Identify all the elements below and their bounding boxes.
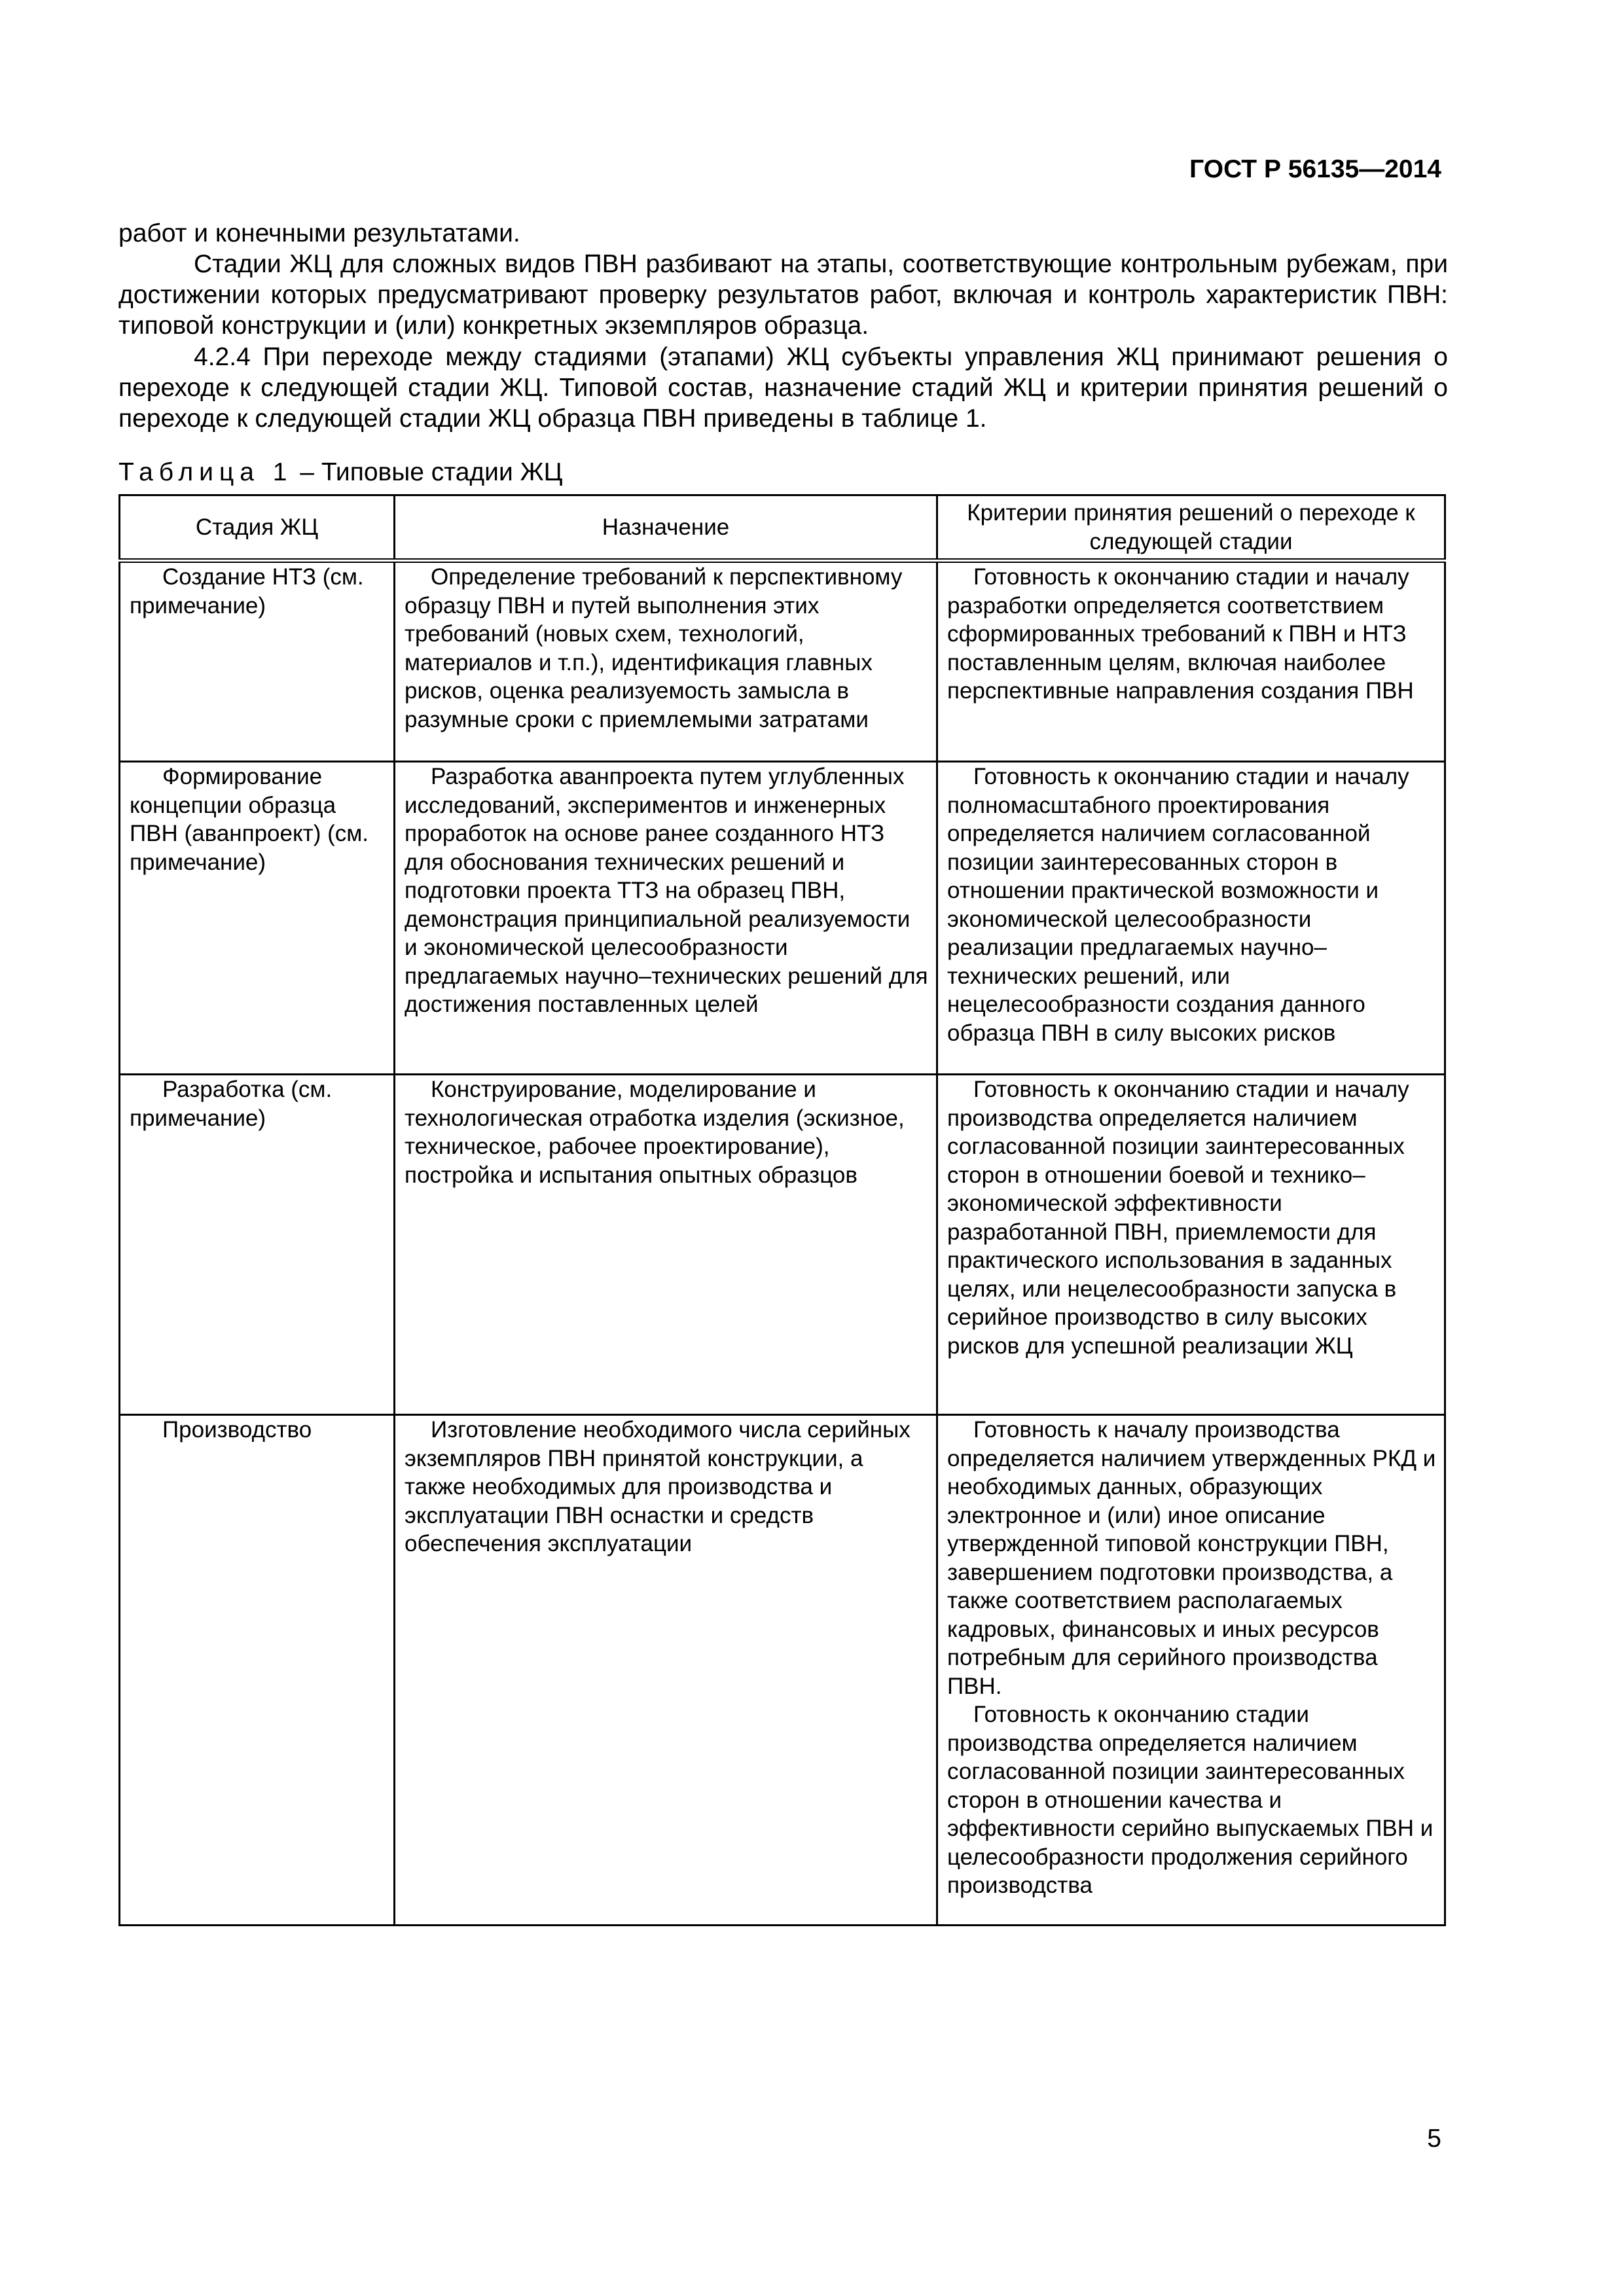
- page-number: 5: [1427, 2125, 1441, 2153]
- table-caption-title: – Типовые стадии ЖЦ: [293, 458, 563, 486]
- table-row: [120, 1415, 1445, 1926]
- table-caption: [118, 457, 562, 488]
- purpose-text: Разработка аванпроекта путем углубленных исследований, экспериментов и инженерных проработок на основе ранее созданного НТЗ для обоснования технических решений и подготовки проекта ТТЗ на образец ПВН, демонстрация принципиальной реализуемости и экономической целесообразности предлагаемых научно–технических решений для достижения поставленных целей: [405, 764, 928, 1017]
- criteria-cell: [937, 762, 1445, 1075]
- criteria-cell: [937, 1075, 1445, 1415]
- criteria-text: Готовность к окончанию стадии производства определяется наличием согласованной позиции заинтересованных сторон в отношении качества и эффективности серийно выпускаемых ПВН и целесообразности продолжения серийного производства: [947, 1702, 1434, 1898]
- criteria-text: Готовность к окончанию стадии и началу полномасштабного проектирования определяется наличием согласованной позиции заинтересованных сторон в отношении практической возможности и экономической целесообразности реализации предлагаемых научно–технических решений, или нецелесообразности создания данного образца ПВН в силу высоких рисков: [947, 764, 1409, 1046]
- criteria-text: Готовность к окончанию стадии и началу производства определяется наличием согласованной позиции заинтересованных сторон в отношении боевой и технико–экономической эффективности разработанной ПВН, приемлемости для практического использования в заданных целях, или нецелесообразности запуска в серийное производство в силу высоких рисков для успешной реализации ЖЦ: [947, 1077, 1409, 1359]
- header-stage: Стадия ЖЦ: [120, 495, 395, 561]
- paragraph-continuation: работ и конечными результатами.: [118, 219, 520, 247]
- purpose-text: Определение требований к перспективному образцу ПВН и путей выполнения этих требований (новых схем, технологий, материалов и т.п.), идентификация главных рисков, оценка реализуемость замысла в разумные сроки с приемлемыми затратами: [405, 564, 903, 732]
- stage-text: Производство: [162, 1417, 312, 1443]
- table-caption-label: Таблица 1: [118, 458, 293, 486]
- stage-cell: [120, 561, 395, 762]
- purpose-cell: [395, 1075, 937, 1415]
- paragraph-stages: Стадии ЖЦ для сложных видов ПВН разбивают на этапы, соответствующие контрольным рубежам, при достижении которых предусматривают проверку результатов работ, включая и контроль характеристик ПВН: типовой конструкции и (или) конкретных экземпляров образца.: [118, 250, 1448, 340]
- table-row: [120, 561, 1445, 762]
- stage-text: Создание НТЗ (см. примечание): [130, 564, 364, 619]
- paragraph-4-2-4: 4.2.4 При переходе между стадиями (этапами) ЖЦ субъекты управления ЖЦ принимают решения о переходе к следующей стадии ЖЦ. Типовой состав, назначение стадий ЖЦ и критерии принятия решений о переходе к следующей стадии ЖЦ образца ПВН приведены в таблице 1.: [118, 343, 1448, 433]
- purpose-text: Изготовление необходимого числа серийных экземпляров ПВН принятой конструкции, а также необходимых для производства и эксплуатации ПВН оснастки и средств обеспечения эксплуатации: [405, 1417, 911, 1556]
- stage-cell: [120, 1075, 395, 1415]
- stage-text: Разработка (см. примечание): [130, 1077, 333, 1131]
- table-row: [120, 1075, 1445, 1415]
- header-criteria: Критерии принятия решений о переходе к следующей стадии: [937, 495, 1445, 561]
- table-header-row: [120, 495, 1445, 561]
- table-row: [120, 762, 1445, 1075]
- stage-cell: [120, 762, 395, 1075]
- criteria-cell: [937, 1415, 1445, 1926]
- lifecycle-stages-table: [118, 494, 1446, 1926]
- stage-cell: [120, 1415, 395, 1926]
- purpose-text: Конструирование, моделирование и технологическая отработка изделия (эскизное, техническое, рабочее проектирование), постройка и испытания опытных образцов: [405, 1077, 905, 1188]
- purpose-cell: [395, 561, 937, 762]
- header-purpose: Назначение: [395, 495, 937, 561]
- criteria-text: Готовность к окончанию стадии и началу разработки определяется соответствием сформированных требований к ПВН и НТЗ поставленным целям, включая наиболее перспективные направления создания ПВН: [947, 564, 1414, 704]
- purpose-cell: [395, 762, 937, 1075]
- criteria-text: Готовность к началу производства определяется наличием утвержденных РКД и необходимых данных, образующих электронное и (или) иное описание утвержденной типовой конструкции ПВН, завершением подготовки производства, а также соответствием располагаемых кадровых, финансовых и иных ресурсов потребным для серийного производства ПВН.: [947, 1417, 1436, 1699]
- stage-text: Формирование концепции образца ПВН (аванпроект) (см. примечание): [130, 764, 369, 875]
- purpose-cell: [395, 1415, 937, 1926]
- document-header: ГОСТ Р 56135—2014: [1189, 155, 1441, 183]
- criteria-cell: [937, 561, 1445, 762]
